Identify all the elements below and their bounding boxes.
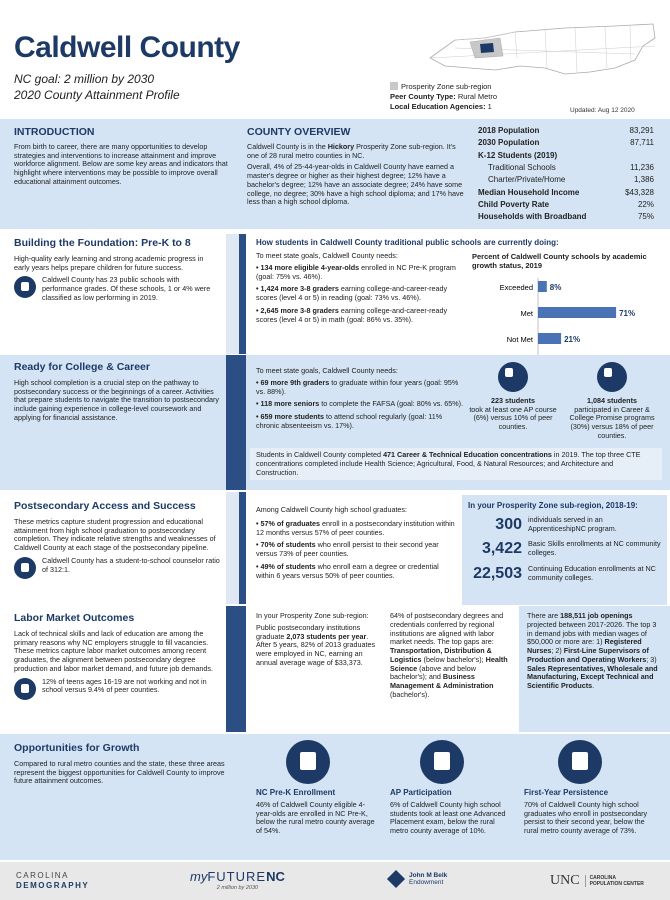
college-left <box>14 361 220 426</box>
labor-divider <box>226 606 246 732</box>
bar-exceeded <box>538 281 547 292</box>
ap-exam-icon <box>420 740 464 784</box>
ap-stat <box>468 362 558 432</box>
college-needs <box>256 367 464 435</box>
zone-number: 22,503 <box>473 564 522 582</box>
labor-c1-b <box>256 624 381 668</box>
bullet-bold: • 49% of students <box>256 561 316 571</box>
labor-col-2 <box>390 612 514 700</box>
bar-not-met <box>538 333 561 344</box>
stat-row <box>478 200 654 210</box>
bullet-bold: • 118 more seniors <box>256 399 320 409</box>
growth-item-text: 6% of Caldwell County high school students took at least one Advanced Placement exam, below the rural metro county average of 10%. <box>390 799 506 836</box>
cte-stat <box>562 362 662 441</box>
legend-swatch <box>390 82 398 90</box>
profile-subtitle: 2020 County Attainment Profile <box>14 87 180 102</box>
category-label: Met <box>520 309 533 319</box>
category-label: Not Met <box>506 335 533 345</box>
map-legend <box>390 82 570 111</box>
postsec-left <box>14 500 220 579</box>
teen-icon <box>14 678 36 700</box>
postsec-bullet-3 <box>256 563 456 581</box>
overview-section <box>247 126 467 210</box>
school-icon <box>14 276 36 298</box>
text-part: 64% of postsecondary degrees and credentials conferred by regional institutions are aligned with labor market needs. The top gaps are: <box>390 611 504 647</box>
stat-label: Households with Broadband <box>478 212 587 222</box>
note-bold: 471 Career & Technical Education concentrations <box>383 450 552 459</box>
stat-label: 2030 Population <box>478 138 540 148</box>
peer-county-value: Rural Metro <box>457 91 497 101</box>
stat-row <box>478 151 654 161</box>
legend-label: Prosperity Zone sub-region <box>401 82 492 91</box>
prek-needs-intro: To meet state goals, Caldwell County needs: <box>256 251 398 260</box>
growth-item-persist <box>524 740 659 836</box>
text-part: . <box>592 681 595 691</box>
logo-part: FUTURE <box>207 869 267 884</box>
lea-value: 1 <box>487 101 492 111</box>
college-text: High school completion is a crucial step on the pathway to postsecondary success or the beginnings of a career. Activities that prepare students to navigate the transition to postsecondary include gaining experience in college-level coursework and applying for financial assistance. <box>14 377 219 422</box>
value-label: 21% <box>564 335 581 345</box>
text-part: Public postsecondary institutions graduate <box>256 622 361 641</box>
stat-row <box>478 126 654 136</box>
bullet-text: enroll in a postsecondary institution within 12 months versus 57% of peer counties. <box>256 518 455 537</box>
postsec-divider-dark <box>239 492 246 604</box>
peer-county-type <box>390 92 570 102</box>
intro-section <box>14 126 232 187</box>
overview-text-part: Prosperity Zone sub-region. It's one of 28 rural metro counties in NC. <box>247 141 456 160</box>
labor-text: Lack of technical skills and lack of education are among the primary reasons why NC employers struggle to fill vacancies. These metrics capture labor market outcomes among recent graduates, the alignment between postsecondary degree production and labor market demand, and future job demands. <box>14 628 213 673</box>
stat-value: 22% <box>637 200 654 210</box>
bullet-bold: • 2,645 more 3-8 graders <box>256 305 339 315</box>
growth-chart <box>472 252 662 364</box>
zone-title: In your Prosperity Zone sub-region, 2018-19: <box>468 501 638 510</box>
category-label: Exceeded <box>499 283 533 293</box>
bullet-text: to graduate within four years (goal: 95% vs. 88%). <box>256 377 459 396</box>
labor-left <box>14 612 220 700</box>
prek-icon-text: Caldwell County has 23 public schools with performance grades. Of these schools, 1 or 4% were classified as low performing in 2019. <box>42 275 211 302</box>
logo-part: UNC <box>550 873 580 888</box>
unc-logo <box>550 872 644 889</box>
logo-line: John M Belk <box>409 871 448 879</box>
stat-row <box>478 212 654 222</box>
updated-date: Updated: Aug 12 2020 <box>570 107 635 114</box>
intro-text: From birth to career, there are many opportunities to develop strategies and interventions to increase attainment and improve workforce alignment. Below are some key areas and indicators that highlight where interventions may be possible to improve overall educational attainment outcomes. <box>14 141 228 186</box>
prek-bullet-2 <box>256 285 464 303</box>
labor-title: Labor Market Outcomes <box>14 612 135 624</box>
logo-line: Endowment <box>409 879 444 886</box>
note-part: in 2019. The top three CTE concentrations completed include Health Science; Agricultural, Food, & Natural Resources; and Architecture and Construction. <box>256 450 641 477</box>
text-bold: Sales Representatives, Wholesale and Manufacturing, Except Technical and Scientific Products <box>527 663 658 691</box>
growth-item-title: NC Pre-K Enrollment <box>256 788 336 797</box>
prek-left <box>14 237 220 303</box>
text-bold: 2,073 students per year <box>286 631 367 641</box>
zone-text: individuals served in an ApprenticeshipNC program. <box>528 514 617 533</box>
prek-icon <box>286 740 330 784</box>
logo-line: CAROLINA <box>16 871 69 880</box>
growth-title: Opportunities for Growth <box>14 742 140 754</box>
lea-label: Local Education Agencies: <box>390 101 486 111</box>
subregion-name: Hickory <box>327 141 355 151</box>
cte-text: participated in Career & College Promise programs (30%) versus 18% of peer counties. <box>569 404 655 440</box>
legend-item <box>390 82 570 92</box>
text-bold: First-Line Supervisors of Production and Operating Workers <box>527 646 649 664</box>
chart-svg <box>472 276 662 361</box>
bullet-text: to attend school regularly (goal: 11% chronic absenteeism vs. 17%). <box>256 412 443 430</box>
nc-map <box>425 18 660 80</box>
lea-count <box>390 102 570 112</box>
growth-item-text: 46% of Caldwell County eligible 4-year-olds are enrolled in NC Pre-K, below the rural metro county average of 54%. <box>256 799 375 836</box>
value-label: 71% <box>619 309 636 319</box>
value-label: 8% <box>549 283 562 293</box>
growth-item-prek <box>256 740 381 836</box>
text-bold: Transportation, Distribution & Logistics <box>390 646 492 664</box>
stat-label: 2018 Population <box>478 126 540 135</box>
text-bold: Health Science <box>390 654 508 673</box>
bullet-text: enrolled in NC Pre-K program (goal: 75% vs. 46%). <box>256 262 456 281</box>
text-part: ; 2) <box>551 646 564 656</box>
growth-item-title: AP Participation <box>390 788 452 797</box>
growth-item-ap <box>390 740 515 836</box>
labor-col-1 <box>256 612 381 671</box>
stat-row <box>478 163 654 173</box>
college-title: Ready for College & Career <box>14 361 150 373</box>
peer-county-label: Peer County Type: <box>390 91 456 101</box>
bullet-bold: • 659 more students <box>256 412 325 422</box>
bullet-bold: • 1,424 more 3-8 graders <box>256 284 339 294</box>
labor-col-3 <box>519 606 670 732</box>
prek-icon-row <box>14 276 220 302</box>
intro-title: INTRODUCTION <box>14 126 95 138</box>
text-part: (below bachelor's); <box>421 654 486 664</box>
belk-mark-icon <box>387 870 405 888</box>
zone-list <box>468 515 661 584</box>
page-title: Caldwell County <box>14 31 240 64</box>
stat-label: Median Household Income <box>478 187 580 197</box>
text-part: (above and below bachelor's); and <box>390 663 476 682</box>
postsec-title: Postsecondary Access and Success <box>14 500 196 512</box>
ap-bold: 223 students <box>491 395 535 405</box>
prek-text: High-quality early learning and strong academic progress in early years helps prepare children for future success. <box>14 253 204 272</box>
bullet-text: to complete the FAFSA (goal: 80% vs. 65%). <box>319 399 464 409</box>
overview-text-part: Caldwell County is in the <box>247 141 328 151</box>
growth-text: Compared to rural metro counties and the state, these three areas represent the biggest opportunities for Caldwell County to improve future attainment outcomes. <box>14 758 225 786</box>
college-divider <box>226 355 246 490</box>
bullet-bold: • 69 more 9th graders <box>256 377 330 387</box>
text-part: ; 3) <box>646 654 657 664</box>
bullet-bold: • 70% of students <box>256 540 316 550</box>
logo-part: NC <box>266 869 285 884</box>
cte-bold: 1,084 students <box>587 395 637 405</box>
overview-title: COUNTY OVERVIEW <box>247 126 351 138</box>
stats-table <box>478 126 654 225</box>
stat-value: 11,236 <box>630 163 654 173</box>
stat-value: $43,328 <box>625 187 654 197</box>
prek-title: Building the Foundation: Pre-K to 8 <box>14 237 191 249</box>
overview-text-1 <box>247 143 467 161</box>
stat-label: K-12 Students (2019) <box>478 150 558 160</box>
chart-title: Percent of Caldwell County schools by academic growth status, 2019 <box>472 252 647 271</box>
college-bullet-3 <box>256 413 464 431</box>
zone-text: Basic Skills enrollments at NC community colleges. <box>528 539 661 558</box>
prek-divider-dark <box>239 234 246 354</box>
bullet-text: earning college-and-career-ready scores (level 4 or 5) in math (goal: 86% vs. 35%). <box>256 305 448 324</box>
stat-row <box>478 188 654 198</box>
text-part: . After 5 years, 82% of 2013 graduates were employed in NC, earning an annual average wage of $33,373. <box>256 631 376 667</box>
zone-item <box>468 539 661 559</box>
stat-value: 1,386 <box>633 175 654 185</box>
graduate-icon <box>597 362 627 392</box>
stat-label: Charter/Private/Home <box>488 175 566 185</box>
postsec-intro: Among Caldwell County high school graduates: <box>256 505 408 514</box>
labor-c1-a: In your Prosperity Zone sub-region: <box>256 611 369 620</box>
prek-bullet-3 <box>256 307 464 325</box>
logo-line: POPULATION CENTER <box>589 880 644 887</box>
carolina-demography-logo <box>16 871 89 890</box>
growth-item-title: First-Year Persistence <box>524 788 609 797</box>
overview-text-2: Overall, 4% of 25-44-year-olds in Caldwell County have earned a master's degree or higher as their highest degree; 12% have a bachelor's degree; 12% have an associate degree; 24% have some college, no degree; 30% have a high school diploma; and 17% have less than a high school diploma. <box>247 162 464 207</box>
text-part: There are <box>527 611 561 620</box>
ap-icon <box>498 362 528 392</box>
prek-how-title: How students in Caldwell County traditional public schools are currently doing: <box>256 238 559 247</box>
bullet-text: who enroll persist to their second year versus 73% of peer counties. <box>256 540 439 559</box>
labor-icon-text: 12% of teens ages 16-19 are not working and not in school versus 9.4% of peer counties. <box>42 676 207 695</box>
zone-item <box>468 515 661 535</box>
stat-label: Traditional Schools <box>488 163 556 173</box>
college-needs-intro: To meet state goals, Caldwell County needs: <box>256 366 398 375</box>
stat-value: 75% <box>637 212 654 222</box>
stat-value: 87,711 <box>630 138 654 148</box>
postsec-icon-text: Caldwell County has a student-to-school counselor ratio of 312:1. <box>42 555 220 574</box>
prek-needs <box>256 252 464 328</box>
ap-text: took at least one AP course (6%) versus 10% of peer counties. <box>469 404 557 432</box>
college-bullet-2 <box>256 400 464 409</box>
bullet-bold: • 57% of graduates <box>256 518 321 528</box>
logo-line: DEMOGRAPHY <box>16 880 90 890</box>
bullet-text: earning college-and-career-ready scores (level 4 or 5) in reading (goal: 73% vs. 46%). <box>256 284 448 303</box>
cte-note <box>250 448 662 480</box>
logo-part: my <box>190 869 208 884</box>
zone-number: 300 <box>495 515 522 533</box>
stat-label: Child Poverty Rate <box>478 200 550 210</box>
text-bold: Business Management & Administration <box>390 672 494 691</box>
postsec-text: These metrics capture student progression and educational attainment from high school graduation to postsecondary completion. They indicate relative strengths and weaknesses of Caldwell County at each stage of the postsecondary pipeline. <box>14 516 216 553</box>
logo-line: CAROLINA <box>589 874 616 881</box>
growth-item-text: 70% of Caldwell County high school graduates who enroll in postsecondary persist to their second year, below the rural metro county average of 73%. <box>524 799 648 836</box>
text-part: (bachelor's). <box>390 690 430 700</box>
text-part: projected between 2017-2026. The top 3 in demand jobs with median wages of $50,000 or more are: 1) <box>527 619 657 647</box>
belk-logo <box>388 871 447 887</box>
stat-value: 83,291 <box>629 126 654 135</box>
text-bold: 188,511 job openings <box>560 611 633 620</box>
stat-row <box>478 175 654 185</box>
goal-subtitle: NC goal: 2 million by 2030 <box>14 71 155 86</box>
text-bold: Registered Nurses <box>527 637 642 656</box>
logo-sub: 2 million by 2030 <box>216 884 259 891</box>
prek-bullet-1 <box>256 264 464 282</box>
growth-left <box>14 742 229 789</box>
postsec-bullet-2 <box>256 541 456 559</box>
bullet-text: who enroll earn a degree or credential within 6 years versus 50% of peer counties. <box>256 561 439 580</box>
footer <box>0 862 670 900</box>
bar-met <box>538 307 616 318</box>
zone-panel <box>462 495 667 605</box>
postsec-middle <box>256 506 456 584</box>
postsec-bullet-1 <box>256 520 456 538</box>
note-part: Students in Caldwell County completed <box>256 450 384 459</box>
zone-item <box>468 564 661 584</box>
labor-icon-row <box>14 678 220 700</box>
counselor-icon <box>14 557 36 579</box>
postsec-icon-row <box>14 557 220 579</box>
zone-text: Continuing Education enrollments at NC community colleges. <box>528 563 656 582</box>
persistence-icon <box>558 740 602 784</box>
header <box>14 30 394 120</box>
stat-row <box>478 138 654 148</box>
bullet-bold: • 134 more eligible 4-year-olds <box>256 262 360 272</box>
zone-number: 3,422 <box>481 540 522 558</box>
college-bullet-1 <box>256 379 464 397</box>
myfuturenc-logo <box>190 869 285 892</box>
